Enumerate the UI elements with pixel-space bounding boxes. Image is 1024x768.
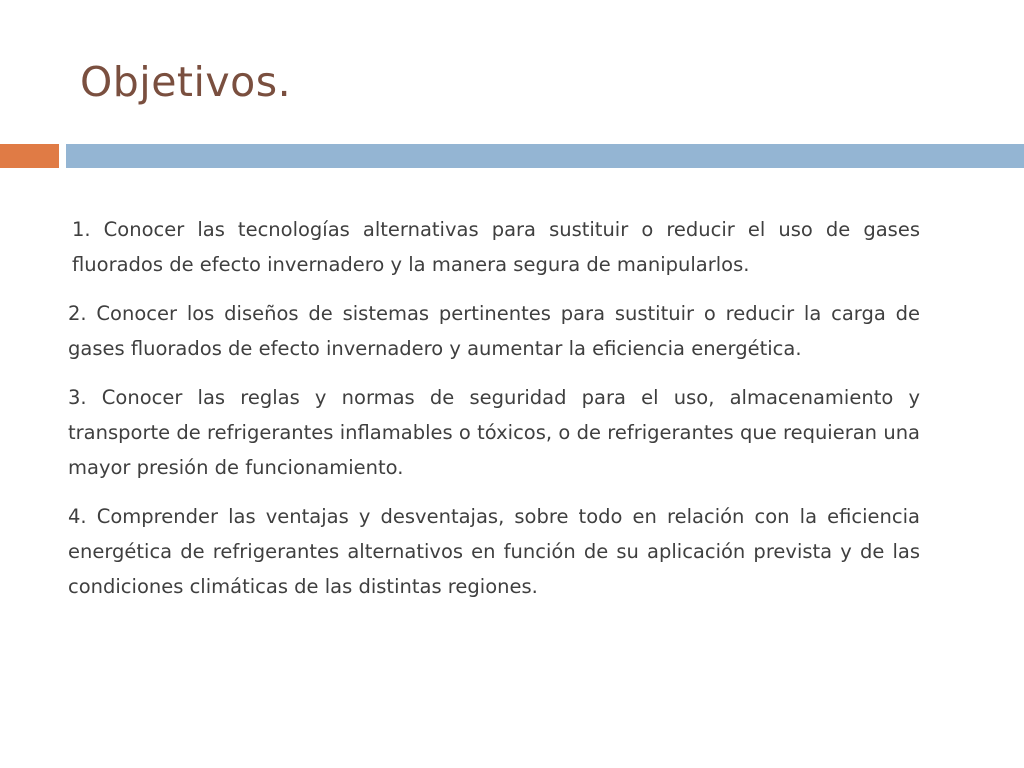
objective-item-4: 4. Comprender las ventajas y desventajas, sobre todo en relación con la eficiencia energética de refrigerantes alternativos en función de su aplicación prevista y de las condiciones climáticas de las distintas regiones. — [68, 505, 920, 598]
objective-item-1: 1. Conocer las tecnologías alternativas para sustituir o reducir el uso de gases fluorados de efecto invernadero y la manera segura de manipularlos. — [72, 218, 920, 276]
title-underline-bar — [66, 144, 1024, 168]
page-title: Objetivos. — [80, 58, 292, 106]
accent-bar — [0, 144, 59, 168]
objective-item-3: 3. Conocer las reglas y normas de seguridad para el uso, almacenamiento y transporte de refrigerantes inflamables o tóxicos, o de refrigerantes que requieran una mayor presión de funcionamiento. — [68, 386, 920, 479]
objectives-list — [68, 212, 920, 618]
objective-item-2: 2. Conocer los diseños de sistemas pertinentes para sustituir o reducir la carga de gases fluorados de efecto invernadero y aumentar la eficiencia energética. — [68, 302, 920, 360]
